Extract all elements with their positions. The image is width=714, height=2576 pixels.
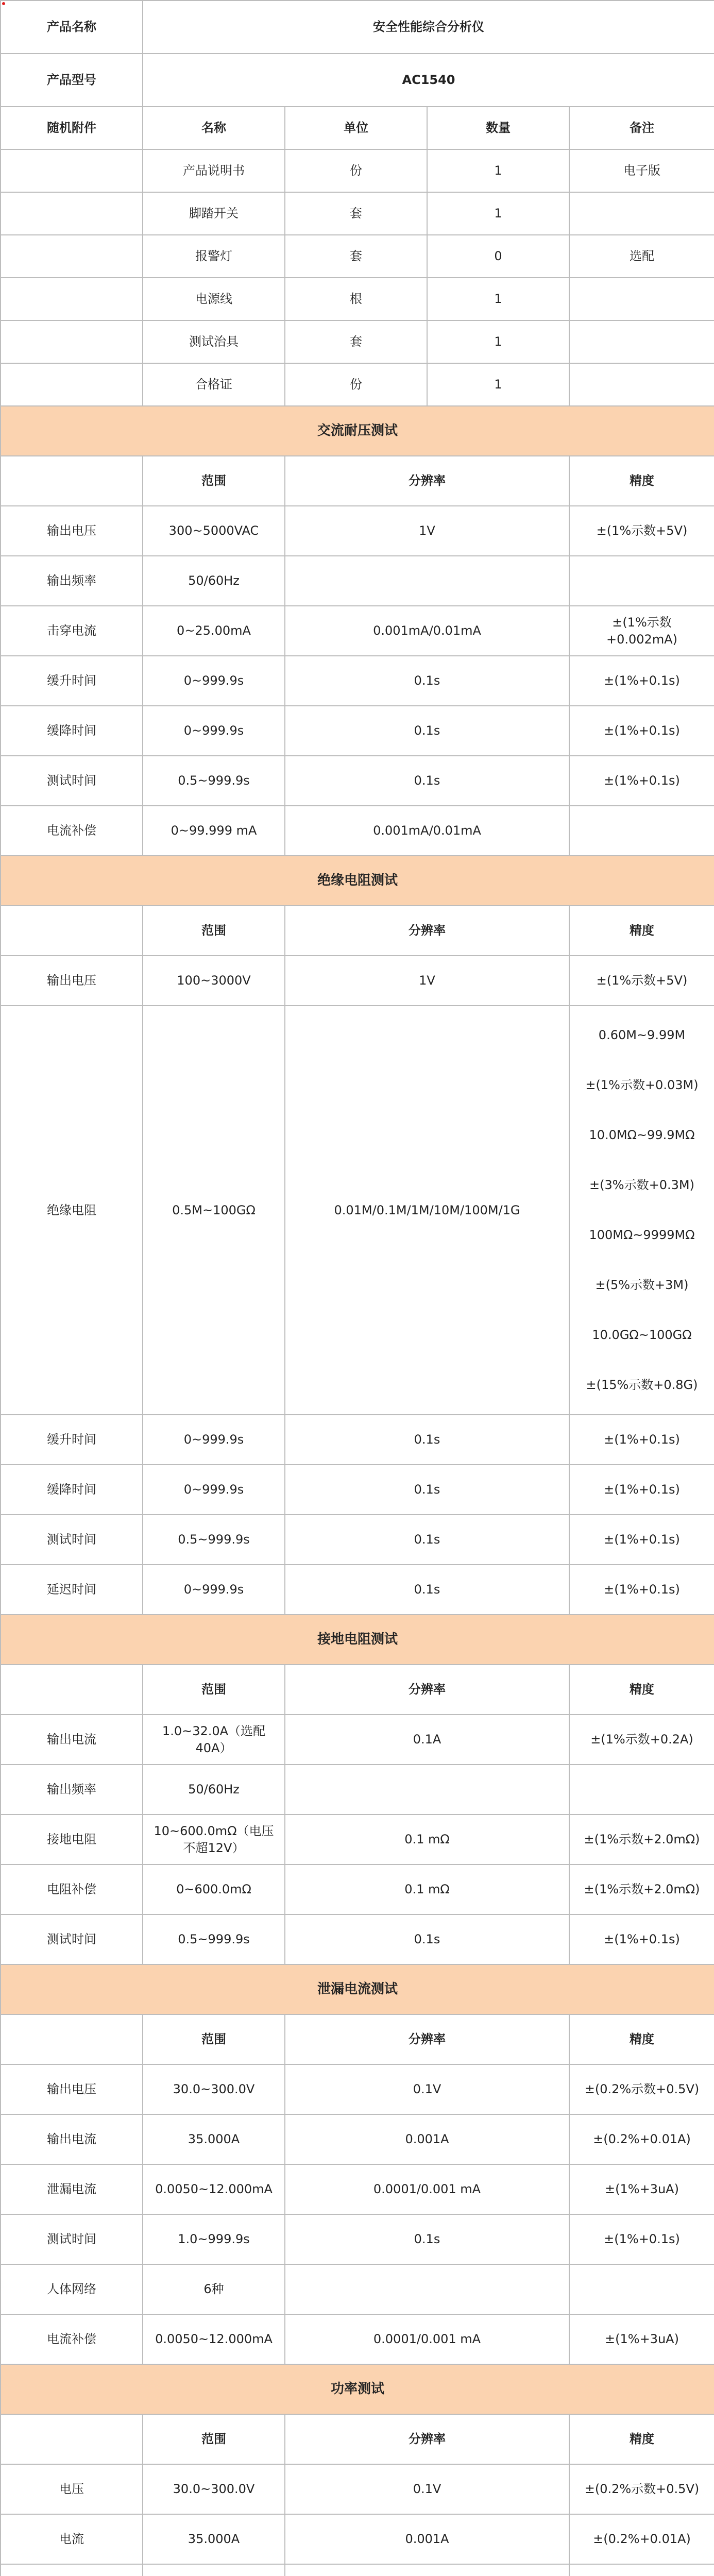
spec-range: 0~25.00mA xyxy=(143,606,285,656)
spec-accuracy: ±(1%+0.1s) xyxy=(569,1565,714,1615)
accuracy-line: 10.0GΩ~100GΩ xyxy=(592,1328,692,1342)
spec-accuracy: ±(1%+3uA) xyxy=(569,2314,714,2364)
spec-row xyxy=(1,606,714,656)
spec-label: 输出电流 xyxy=(1,2114,143,2164)
spec-label: 电阻补偿 xyxy=(1,1865,143,1914)
spec-row xyxy=(1,1865,714,1914)
spec-row xyxy=(1,2114,714,2164)
spec-resolution: 0.001mA/0.01mA xyxy=(285,806,569,856)
insulation-title-row xyxy=(1,856,714,906)
spec-resolution: 0.1V xyxy=(285,2464,569,2514)
spec-accuracy: ±(1%+0.1s) xyxy=(569,2214,714,2264)
spec-range: 50/60Hz xyxy=(143,556,285,606)
spec-row xyxy=(1,1465,714,1515)
spec-accuracy: ±(0.2%+0.01A) xyxy=(569,2114,714,2164)
spec-range: 0~99.999 mA xyxy=(143,806,285,856)
accessory-blank-cell xyxy=(1,363,143,406)
product-name-label: 产品名称 xyxy=(1,1,143,54)
spec-accuracy xyxy=(569,1765,714,1815)
accessories-col-header: 名称 xyxy=(143,107,285,149)
spec-resolution: 0.001A xyxy=(285,2114,569,2164)
spec-resolution: 0.1s xyxy=(285,2214,569,2264)
spec-label xyxy=(1,2564,143,2576)
accuracy-line: ±(5%示数+3M) xyxy=(595,1278,689,1292)
spec-row xyxy=(1,2064,714,2114)
spec-label: 人体网络 xyxy=(1,2264,143,2314)
spec-row xyxy=(1,2314,714,2364)
spec-resolution xyxy=(285,2264,569,2314)
spec-row xyxy=(1,556,714,606)
spec-range: 35.000A xyxy=(143,2514,285,2564)
accessory-cell: 份 xyxy=(285,149,427,192)
spec-resolution: 0.1s xyxy=(285,706,569,756)
spec-row xyxy=(1,2214,714,2264)
accessory-cell: 合格证 xyxy=(143,363,285,406)
ground-header-row xyxy=(1,1665,714,1715)
spec-label: 测试时间 xyxy=(1,2214,143,2264)
accessory-cell: 套 xyxy=(285,235,427,278)
insulation-resistance-row xyxy=(1,1006,714,1415)
accessory-cell: 套 xyxy=(285,192,427,235)
accessory-cell xyxy=(569,278,714,320)
accessory-cell: 脚踏开关 xyxy=(143,192,285,235)
spec-resolution: 0.1s xyxy=(285,1415,569,1465)
spec-row xyxy=(1,1565,714,1615)
ac_hipot-header-row xyxy=(1,456,714,506)
product-name-value: 安全性能综合分析仪 xyxy=(143,1,714,54)
resolution-header: 分辨率 xyxy=(285,2414,569,2464)
spec-label: 电压 xyxy=(1,2464,143,2514)
spec-range: 0.0050~12.000mA xyxy=(143,2164,285,2214)
spec-accuracy: ±(0.2%示数+0.5V) xyxy=(569,2464,714,2514)
accessory-blank-cell xyxy=(1,320,143,363)
accessory-cell: 1 xyxy=(427,149,569,192)
spec-row xyxy=(1,1415,714,1465)
accessory-cell: 份 xyxy=(285,363,427,406)
spec-range: 0~999.9s xyxy=(143,1465,285,1515)
spec-row xyxy=(1,656,714,706)
spec-resolution xyxy=(285,2564,569,2576)
accessory-row xyxy=(1,363,714,406)
accessory-cell xyxy=(569,320,714,363)
accuracy-header: 精度 xyxy=(569,906,714,956)
spec-label: 输出电压 xyxy=(1,2064,143,2114)
spec-row xyxy=(1,1815,714,1865)
accessories-col-header: 单位 xyxy=(285,107,427,149)
spec-range: 30.0~300.0V xyxy=(143,2064,285,2114)
spec-resolution: 0.01M/0.1M/1M/10M/100M/1G xyxy=(285,1006,569,1415)
spec-label: 电流补偿 xyxy=(1,806,143,856)
spec-accuracy: ±(1%+0.1s) xyxy=(569,1465,714,1515)
resolution-header: 分辨率 xyxy=(285,2014,569,2064)
spec-resolution: 0.1V xyxy=(285,2064,569,2114)
spec-accuracy: ±(1%+0.1s) xyxy=(569,1914,714,1964)
spec-accuracy: ±(1%示数+0.002mA) xyxy=(569,606,714,656)
spec-label: 测试时间 xyxy=(1,756,143,806)
header-blank-cell xyxy=(1,906,143,956)
spec-range: 1.0~999.9s xyxy=(143,2214,285,2264)
spec-label: 输出频率 xyxy=(1,1765,143,1815)
accessories-col-header: 数量 xyxy=(427,107,569,149)
spec-range: 0.5~999.9s xyxy=(143,1515,285,1565)
spec-row xyxy=(1,2164,714,2214)
accessories-label: 随机附件 xyxy=(1,107,143,149)
accuracy-line: 0.60M~9.99M xyxy=(598,1028,686,1042)
spec-label: 输出电流 xyxy=(1,1715,143,1765)
spec-resolution: 0.1A xyxy=(285,1715,569,1765)
spec-label: 击穿电流 xyxy=(1,606,143,656)
header-blank-cell xyxy=(1,456,143,506)
spec-accuracy: ±(1%+0.1s) xyxy=(569,706,714,756)
header-blank-cell xyxy=(1,2014,143,2064)
insulation-section-title: 绝缘电阻测试 xyxy=(1,856,714,906)
accessory-cell: 1 xyxy=(427,363,569,406)
accuracy-header: 精度 xyxy=(569,1665,714,1715)
accessory-row xyxy=(1,235,714,278)
spec-label: 缓升时间 xyxy=(1,1415,143,1465)
spec-range: 0.0050~12.000mA xyxy=(143,2314,285,2364)
spec-row xyxy=(1,2264,714,2314)
insulation-header-row xyxy=(1,906,714,956)
spec-range: 6种 xyxy=(143,2264,285,2314)
spec-accuracy: ±(1%+0.1s) xyxy=(569,656,714,706)
header-blank-cell xyxy=(1,1665,143,1715)
accessory-cell: 电子版 xyxy=(569,149,714,192)
insulation-accuracy-list xyxy=(569,1006,714,1415)
accessory-row xyxy=(1,192,714,235)
accessory-row xyxy=(1,320,714,363)
range-header: 范围 xyxy=(143,2414,285,2464)
resolution-header: 分辨率 xyxy=(285,1665,569,1715)
accessory-cell: 电源线 xyxy=(143,278,285,320)
accessory-cell: 1 xyxy=(427,320,569,363)
spec-row xyxy=(1,1914,714,1964)
range-header: 范围 xyxy=(143,1665,285,1715)
spec-label: 电流 xyxy=(1,2514,143,2564)
spec-range: 300~5000VAC xyxy=(143,506,285,556)
spec-label: 延迟时间 xyxy=(1,1565,143,1615)
spec-resolution: 0.001A xyxy=(285,2514,569,2564)
ac_hipot-section-title: 交流耐压测试 xyxy=(1,406,714,456)
spec-accuracy xyxy=(569,556,714,606)
range-header: 范围 xyxy=(143,2014,285,2064)
spec-label: 电流补偿 xyxy=(1,2314,143,2364)
spec-accuracy: ±(0.2%+0.01A) xyxy=(569,2514,714,2564)
accessory-cell: 0 xyxy=(427,235,569,278)
spec-label: 缓降时间 xyxy=(1,1465,143,1515)
accessory-cell: 1 xyxy=(427,278,569,320)
power-section-title: 功率测试 xyxy=(1,2364,714,2414)
spec-accuracy: ±(1%示数+0.2A) xyxy=(569,1715,714,1765)
leakage-header-row xyxy=(1,2014,714,2064)
spec-row xyxy=(1,2464,714,2514)
spec-label: 缓升时间 xyxy=(1,656,143,706)
spec-accuracy xyxy=(569,806,714,856)
spec-range xyxy=(143,2564,285,2576)
spec-range: 1.0~32.0A（选配40A） xyxy=(143,1715,285,1765)
spec-accuracy: ±(1%示数+5V) xyxy=(569,956,714,1006)
product-model-row xyxy=(1,54,714,107)
product-model-label: 产品型号 xyxy=(1,54,143,107)
accessory-cell: 产品说明书 xyxy=(143,149,285,192)
spec-resolution: 0.1s xyxy=(285,1515,569,1565)
header-blank-cell xyxy=(1,2414,143,2464)
range-header: 范围 xyxy=(143,906,285,956)
leakage-title-row xyxy=(1,1964,714,2014)
spec-range: 0~600.0mΩ xyxy=(143,1865,285,1914)
accessory-row xyxy=(1,278,714,320)
accessory-blank-cell xyxy=(1,235,143,278)
spec-row xyxy=(1,2564,714,2576)
accessory-cell: 测试治具 xyxy=(143,320,285,363)
accessory-row xyxy=(1,149,714,192)
ground-section-title: 接地电阻测试 xyxy=(1,1615,714,1665)
ground-title-row xyxy=(1,1615,714,1665)
accessory-cell: 选配 xyxy=(569,235,714,278)
spec-resolution: 0.0001/0.001 mA xyxy=(285,2164,569,2214)
spec-range: 10~600.0mΩ（电压不超12V） xyxy=(143,1815,285,1865)
range-header: 范围 xyxy=(143,456,285,506)
power-header-row xyxy=(1,2414,714,2464)
resolution-header: 分辨率 xyxy=(285,456,569,506)
accuracy-line: 10.0MΩ~99.9MΩ xyxy=(589,1128,695,1142)
spec-resolution: 0.1s xyxy=(285,656,569,706)
accuracy-line: ±(15%示数+0.8G) xyxy=(586,1378,698,1392)
spec-range: 0~999.9s xyxy=(143,656,285,706)
leakage-section-title: 泄漏电流测试 xyxy=(1,1964,714,2014)
spec-row xyxy=(1,806,714,856)
spec-resolution: 0.0001/0.001 mA xyxy=(285,2314,569,2364)
spec-label: 绝缘电阻 xyxy=(1,1006,143,1415)
accuracy-line: ±(3%示数+0.3M) xyxy=(589,1178,694,1192)
accessory-blank-cell xyxy=(1,278,143,320)
accessories-header-row xyxy=(1,107,714,149)
spec-row xyxy=(1,956,714,1006)
accessory-cell: 根 xyxy=(285,278,427,320)
spec-row xyxy=(1,756,714,806)
spec-accuracy: ±(1%示数+2.0mΩ) xyxy=(569,1865,714,1914)
spec-accuracy: ±(1%+0.1s) xyxy=(569,756,714,806)
ac_hipot-title-row xyxy=(1,406,714,456)
spec-resolution xyxy=(285,556,569,606)
spec-label: 缓降时间 xyxy=(1,706,143,756)
spec-resolution: 0.1s xyxy=(285,1565,569,1615)
resolution-header: 分辨率 xyxy=(285,906,569,956)
spec-row xyxy=(1,1515,714,1565)
spec-label: 测试时间 xyxy=(1,1515,143,1565)
spec-range: 0.5M~100GΩ xyxy=(143,1006,285,1415)
spec-label: 输出电压 xyxy=(1,506,143,556)
product-name-row xyxy=(1,1,714,54)
accessory-cell: 报警灯 xyxy=(143,235,285,278)
spec-resolution: 0.1s xyxy=(285,1465,569,1515)
spec-range: 0.5~999.9s xyxy=(143,1914,285,1964)
spec-range: 0~999.9s xyxy=(143,1415,285,1465)
accessory-cell xyxy=(569,363,714,406)
accessory-blank-cell xyxy=(1,149,143,192)
accuracy-line: 100MΩ~9999MΩ xyxy=(589,1228,695,1242)
spec-accuracy: ±(1%+0.1s) xyxy=(569,1515,714,1565)
spec-resolution: 0.1 mΩ xyxy=(285,1865,569,1914)
spec-accuracy: ±(1%示数+2.0mΩ) xyxy=(569,1815,714,1865)
spec-resolution: 0.1 mΩ xyxy=(285,1815,569,1865)
spec-resolution xyxy=(285,1765,569,1815)
accuracy-header: 精度 xyxy=(569,456,714,506)
spec-resolution: 0.1s xyxy=(285,1914,569,1964)
spec-accuracy xyxy=(569,2264,714,2314)
accessory-cell: 1 xyxy=(427,192,569,235)
spec-label: 接地电阻 xyxy=(1,1815,143,1865)
spec-row xyxy=(1,506,714,556)
spec-row xyxy=(1,706,714,756)
spec-range: 30.0~300.0V xyxy=(143,2464,285,2514)
accuracy-line: ±(1%示数+0.03M) xyxy=(585,1078,699,1092)
spec-label: 输出频率 xyxy=(1,556,143,606)
spec-accuracy xyxy=(569,2564,714,2576)
spec-range: 0~999.9s xyxy=(143,1565,285,1615)
spec-label: 输出电压 xyxy=(1,956,143,1006)
spec-range: 100~3000V xyxy=(143,956,285,1006)
spec-accuracy: ±(1%+0.1s) xyxy=(569,1415,714,1465)
accessory-blank-cell xyxy=(1,192,143,235)
spec-range: 0.5~999.9s xyxy=(143,756,285,806)
accuracy-header: 精度 xyxy=(569,2014,714,2064)
spec-row xyxy=(1,1715,714,1765)
spec-accuracy: ±(0.2%示数+0.5V) xyxy=(569,2064,714,2114)
spec-accuracy: ±(1%+3uA) xyxy=(569,2164,714,2214)
product-model-value: AC1540 xyxy=(143,54,714,107)
spec-accuracy: ±(1%示数+5V) xyxy=(569,506,714,556)
accessory-cell xyxy=(569,192,714,235)
spec-resolution: 1V xyxy=(285,956,569,1006)
spec-label: 泄漏电流 xyxy=(1,2164,143,2214)
spec-range: 0~999.9s xyxy=(143,706,285,756)
spec-row xyxy=(1,2514,714,2564)
accessory-cell: 套 xyxy=(285,320,427,363)
spec-range: 35.000A xyxy=(143,2114,285,2164)
power-title-row xyxy=(1,2364,714,2414)
spec-label: 测试时间 xyxy=(1,1914,143,1964)
spec-resolution: 0.1s xyxy=(285,756,569,806)
spec-resolution: 0.001mA/0.01mA xyxy=(285,606,569,656)
spec-row xyxy=(1,1765,714,1815)
spec-resolution: 1V xyxy=(285,506,569,556)
accuracy-header: 精度 xyxy=(569,2414,714,2464)
accessories-col-header: 备注 xyxy=(569,107,714,149)
spec-range: 50/60Hz xyxy=(143,1765,285,1815)
